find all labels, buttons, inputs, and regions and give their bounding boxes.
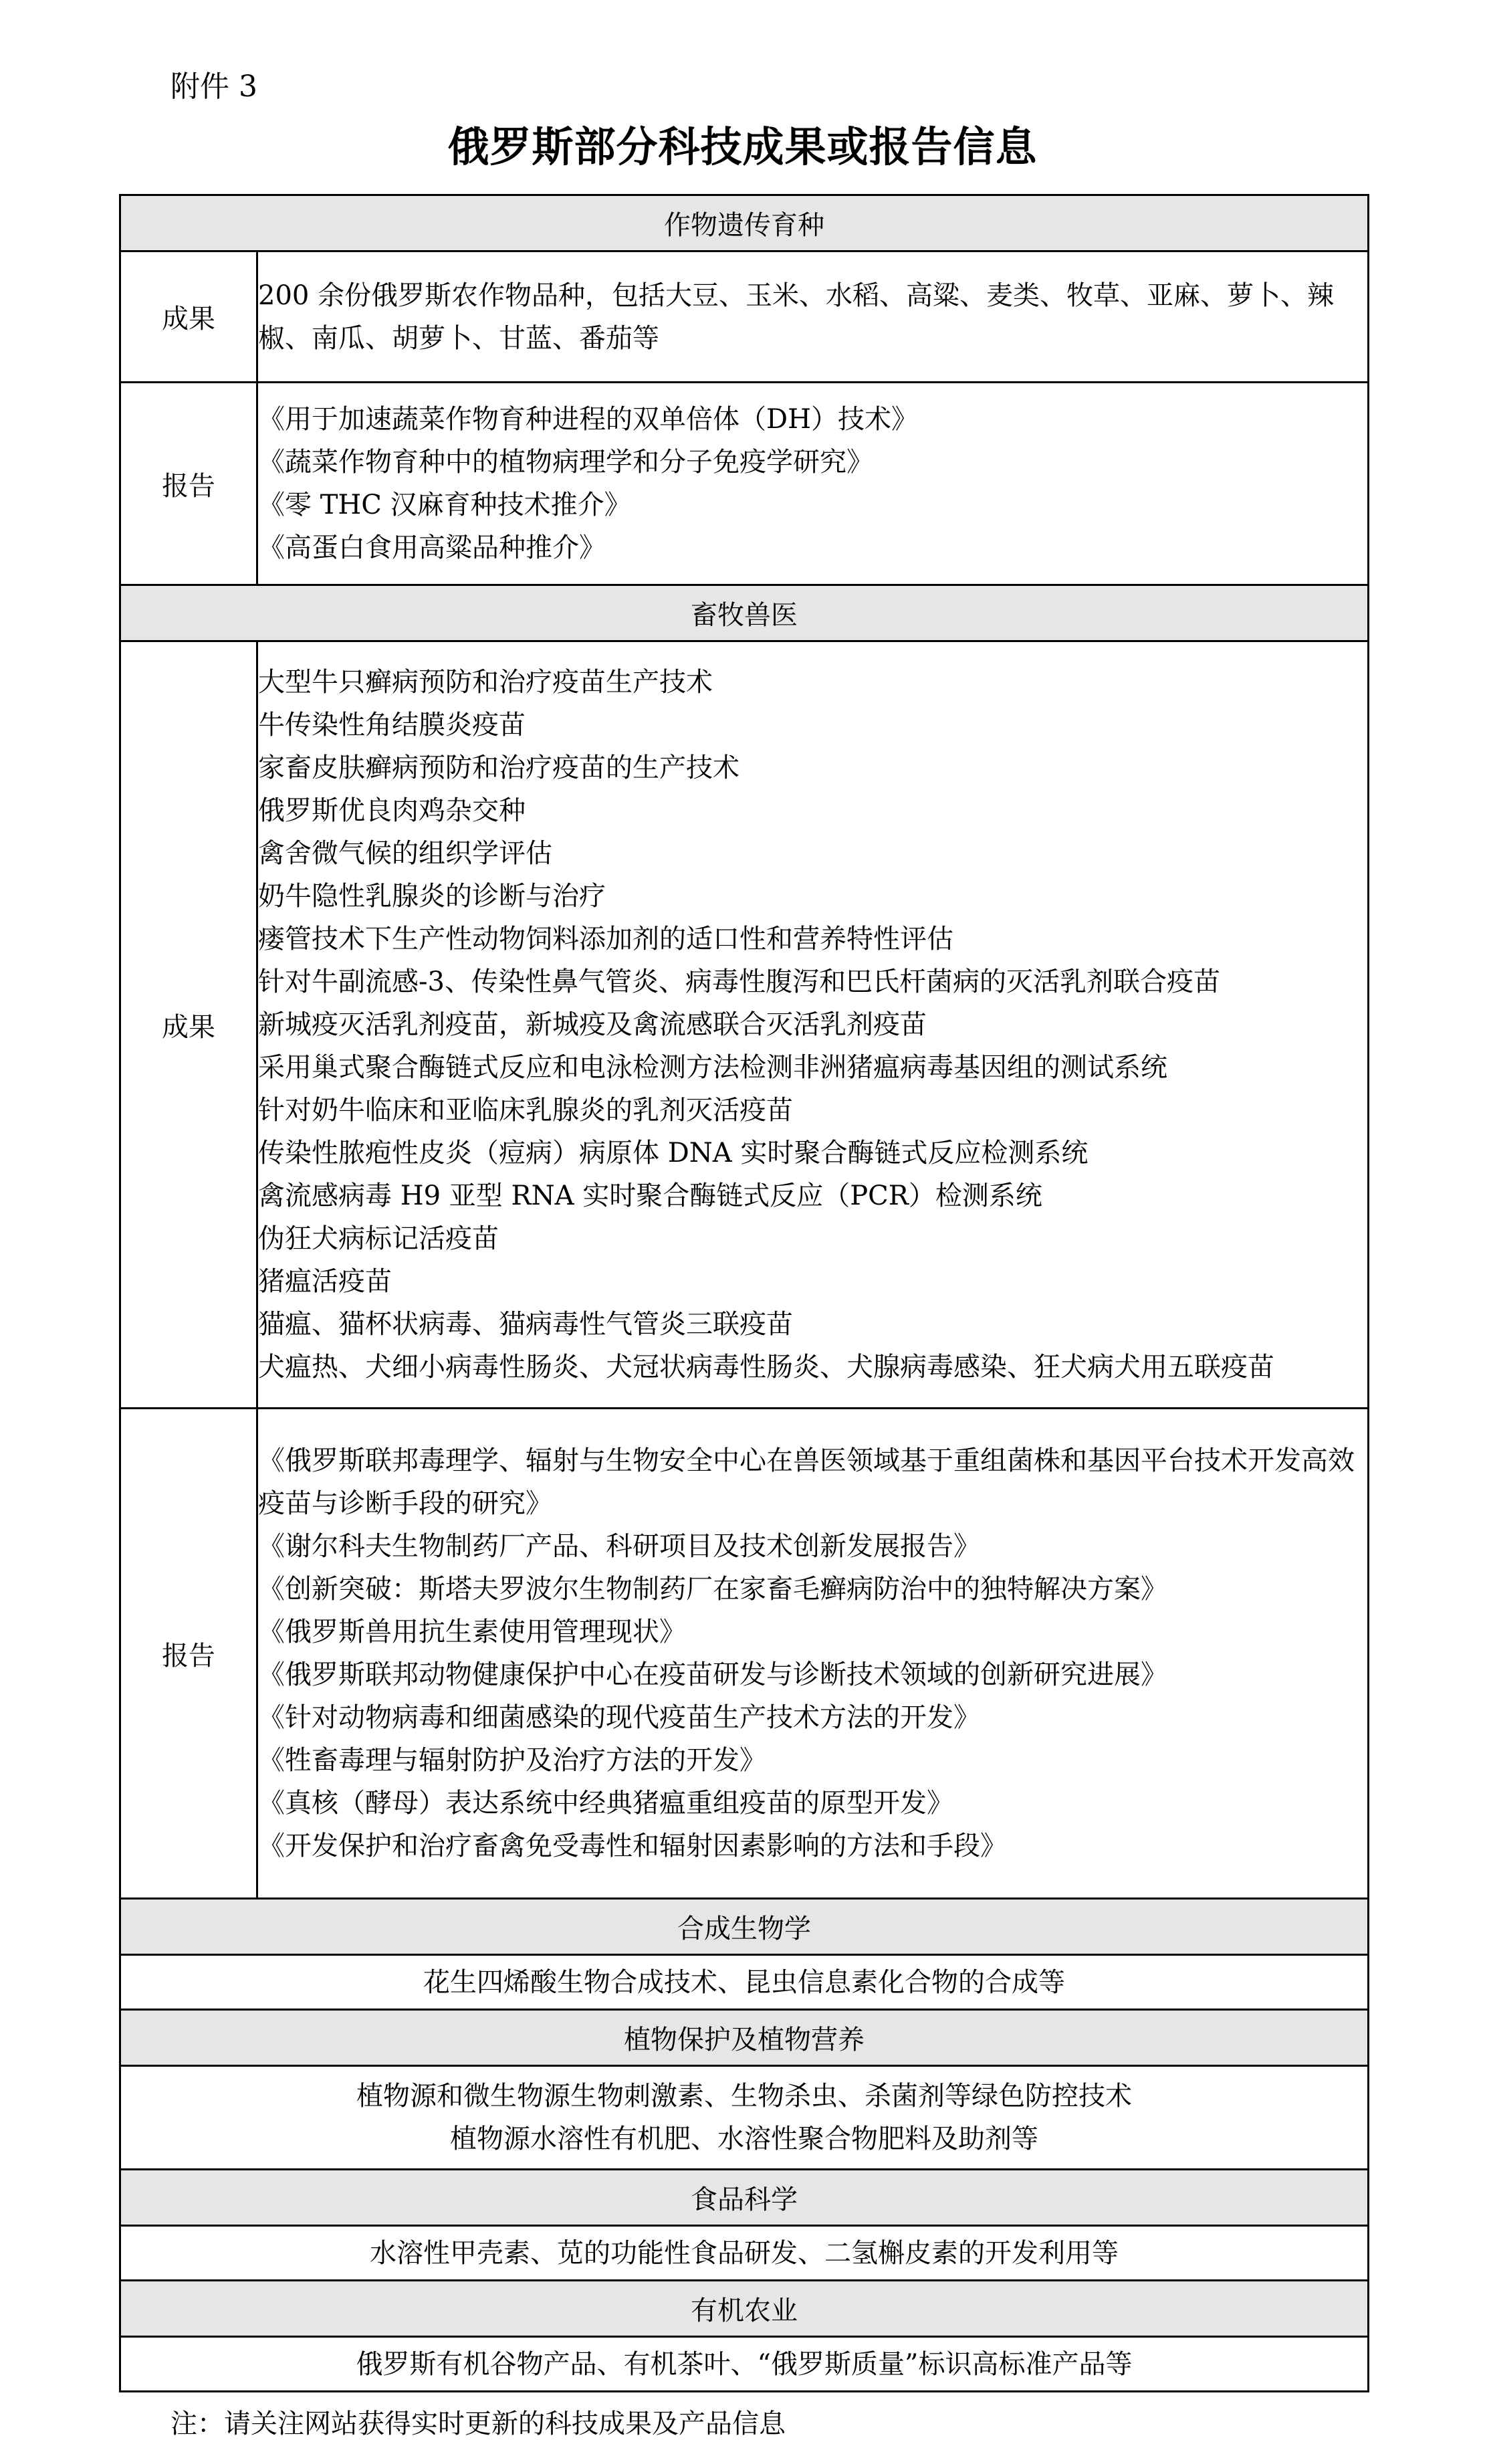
table-row [120,383,1369,585]
list-item: 《俄罗斯兽用抗生素使用管理现状》 [258,1617,686,1647]
attachment-label: 附件 3 [170,70,257,104]
list-item: 《零 THC 汉麻育种技术推介》 [258,490,631,520]
list-item: 家畜皮肤癣病预防和治疗疫苗的生产技术 [258,752,739,783]
row-content [120,2226,1369,2281]
list-item: 禽舍微气候的组织学评估 [258,838,552,869]
list-item: 猫瘟、猫杯状病毒、猫病毒性气管炎三联疫苗 [258,1309,793,1340]
list-item: 《针对动物病毒和细菌感染的现代疫苗生产技术方法的开发》 [258,1702,980,1733]
list-item: 针对奶牛临床和亚临床乳腺炎的乳剂灭活疫苗 [258,1095,793,1126]
table-row [120,2226,1369,2281]
list-item: 俄罗斯优良肉鸡杂交种 [258,795,526,826]
row-label: 报告 [120,383,257,585]
section-header-plant-protection [120,2010,1369,2066]
list-item: 犬瘟热、犬细小病毒性肠炎、犬冠状病毒性肠炎、犬腺病毒感染、狂犬病犬用五联疫苗 [258,1352,1274,1382]
section-header-crop-breeding [120,195,1369,251]
row-content [257,641,1369,1409]
list-item: 大型牛只癣病预防和治疗疫苗生产技术 [258,667,713,698]
section-heading: 畜牧兽医 [120,585,1369,641]
list-item: 植物源水溶性有机肥、水溶性聚合物肥料及助剂等 [450,2124,1038,2154]
list-item: 传染性脓疱性皮炎（痘病）病原体 DNA 实时聚合酶链式反应检测系统 [258,1138,1089,1168]
list-item: 瘘管技术下生产性动物饲料添加剂的适口性和营养特性评估 [258,924,953,954]
footnote: 注：请关注网站获得实时更新的科技成果及产品信息 [170,2408,786,2439]
row-content [120,2066,1369,2170]
row-content [257,383,1369,585]
list-item: 猪瘟活疫苗 [258,1266,392,1297]
section-header-animal-husbandry [120,585,1369,641]
list-item: 《牲畜毒理与辐射防护及治疗方法的开发》 [258,1745,766,1776]
row-label: 报告 [120,1409,257,1899]
list-item: 禽流感病毒 H9 亚型 RNA 实时聚合酶链式反应（PCR）检测系统 [258,1180,1042,1211]
table-row [120,251,1369,383]
table-row [120,2066,1369,2170]
row-content [257,251,1369,383]
results-table [119,194,1369,2392]
row-label: 成果 [120,251,257,383]
list-item: 花生四烯酸生物合成技术、昆虫信息素化合物的合成等 [423,1966,1065,1998]
section-header-food-science [120,2170,1369,2226]
list-item: 新城疫灭活乳剂疫苗，新城疫及禽流感联合灭活乳剂疫苗 [258,1009,927,1040]
row-content [120,1955,1369,2010]
section-heading: 有机农业 [120,2281,1369,2337]
list-item: 《开发保护和治疗畜禽免受毒性和辐射因素影响的方法和手段》 [258,1831,1007,1861]
page-title: 俄罗斯部分科技成果或报告信息 [447,122,1038,171]
section-header-organic-agriculture [120,2281,1369,2337]
section-header-synthetic-biology [120,1899,1369,1955]
table-row [120,1955,1369,2010]
list-item: 植物源和微生物源生物刺激素、生物杀虫、杀菌剂等绿色防控技术 [356,2081,1132,2112]
list-item: 《高蛋白食用高粱品种推介》 [258,532,606,563]
table-row [120,2337,1369,2392]
list-item: 《真核（酵母）表达系统中经典猪瘟重组疫苗的原型开发》 [258,1788,953,1819]
list-item: 《俄罗斯联邦动物健康保护中心在疫苗研发与诊断技术领域的创新研究进展》 [258,1659,1167,1690]
list-item: 200 余份俄罗斯农作物品种，包括大豆、玉米、水稻、高粱、麦类、牧草、亚麻、萝卜、辣椒、南瓜、胡萝卜、甘蓝、番茄等 [258,280,1335,354]
list-item: 奶牛隐性乳腺炎的诊断与治疗 [258,881,606,912]
list-item: 《谢尔科夫生物制药厂产品、科研项目及技术创新发展报告》 [258,1531,980,1562]
list-item: 水溶性甲壳素、苋的功能性食品研发、二氢槲皮素的开发利用等 [370,2237,1119,2269]
list-item: 《俄罗斯联邦毒理学、辐射与生物安全中心在兽医领域基于重组菌株和基因平台技术开发高效疫苗与诊断手段的研究》 [258,1445,1355,1519]
list-item: 采用巢式聚合酶链式反应和电泳检测方法检测非洲猪瘟病毒基因组的测试系统 [258,1052,1167,1083]
section-heading: 食品科学 [120,2170,1369,2226]
section-heading: 作物遗传育种 [120,195,1369,251]
list-item: 牛传染性角结膜炎疫苗 [258,710,526,740]
section-heading: 植物保护及植物营养 [120,2010,1369,2066]
list-item: 俄罗斯有机谷物产品、有机茶叶、“俄罗斯质量”标识高标准产品等 [356,2348,1133,2380]
list-item: 《蔬菜作物育种中的植物病理学和分子免疫学研究》 [258,447,873,478]
table-row [120,1409,1369,1899]
list-item: 《用于加速蔬菜作物育种进程的双单倍体（DH）技术》 [258,404,918,435]
row-content [257,1409,1369,1899]
row-label: 成果 [120,641,257,1409]
row-content [120,2337,1369,2392]
list-item: 针对牛副流感-3、传染性鼻气管炎、病毒性腹泻和巴氏杆菌病的灭活乳剂联合疫苗 [258,966,1220,997]
list-item: 《创新突破：斯塔夫罗波尔生物制药厂在家畜毛癣病防治中的独特解决方案》 [258,1574,1167,1605]
table-row [120,641,1369,1409]
list-item: 伪狂犬病标记活疫苗 [258,1223,499,1254]
section-heading: 合成生物学 [120,1899,1369,1955]
